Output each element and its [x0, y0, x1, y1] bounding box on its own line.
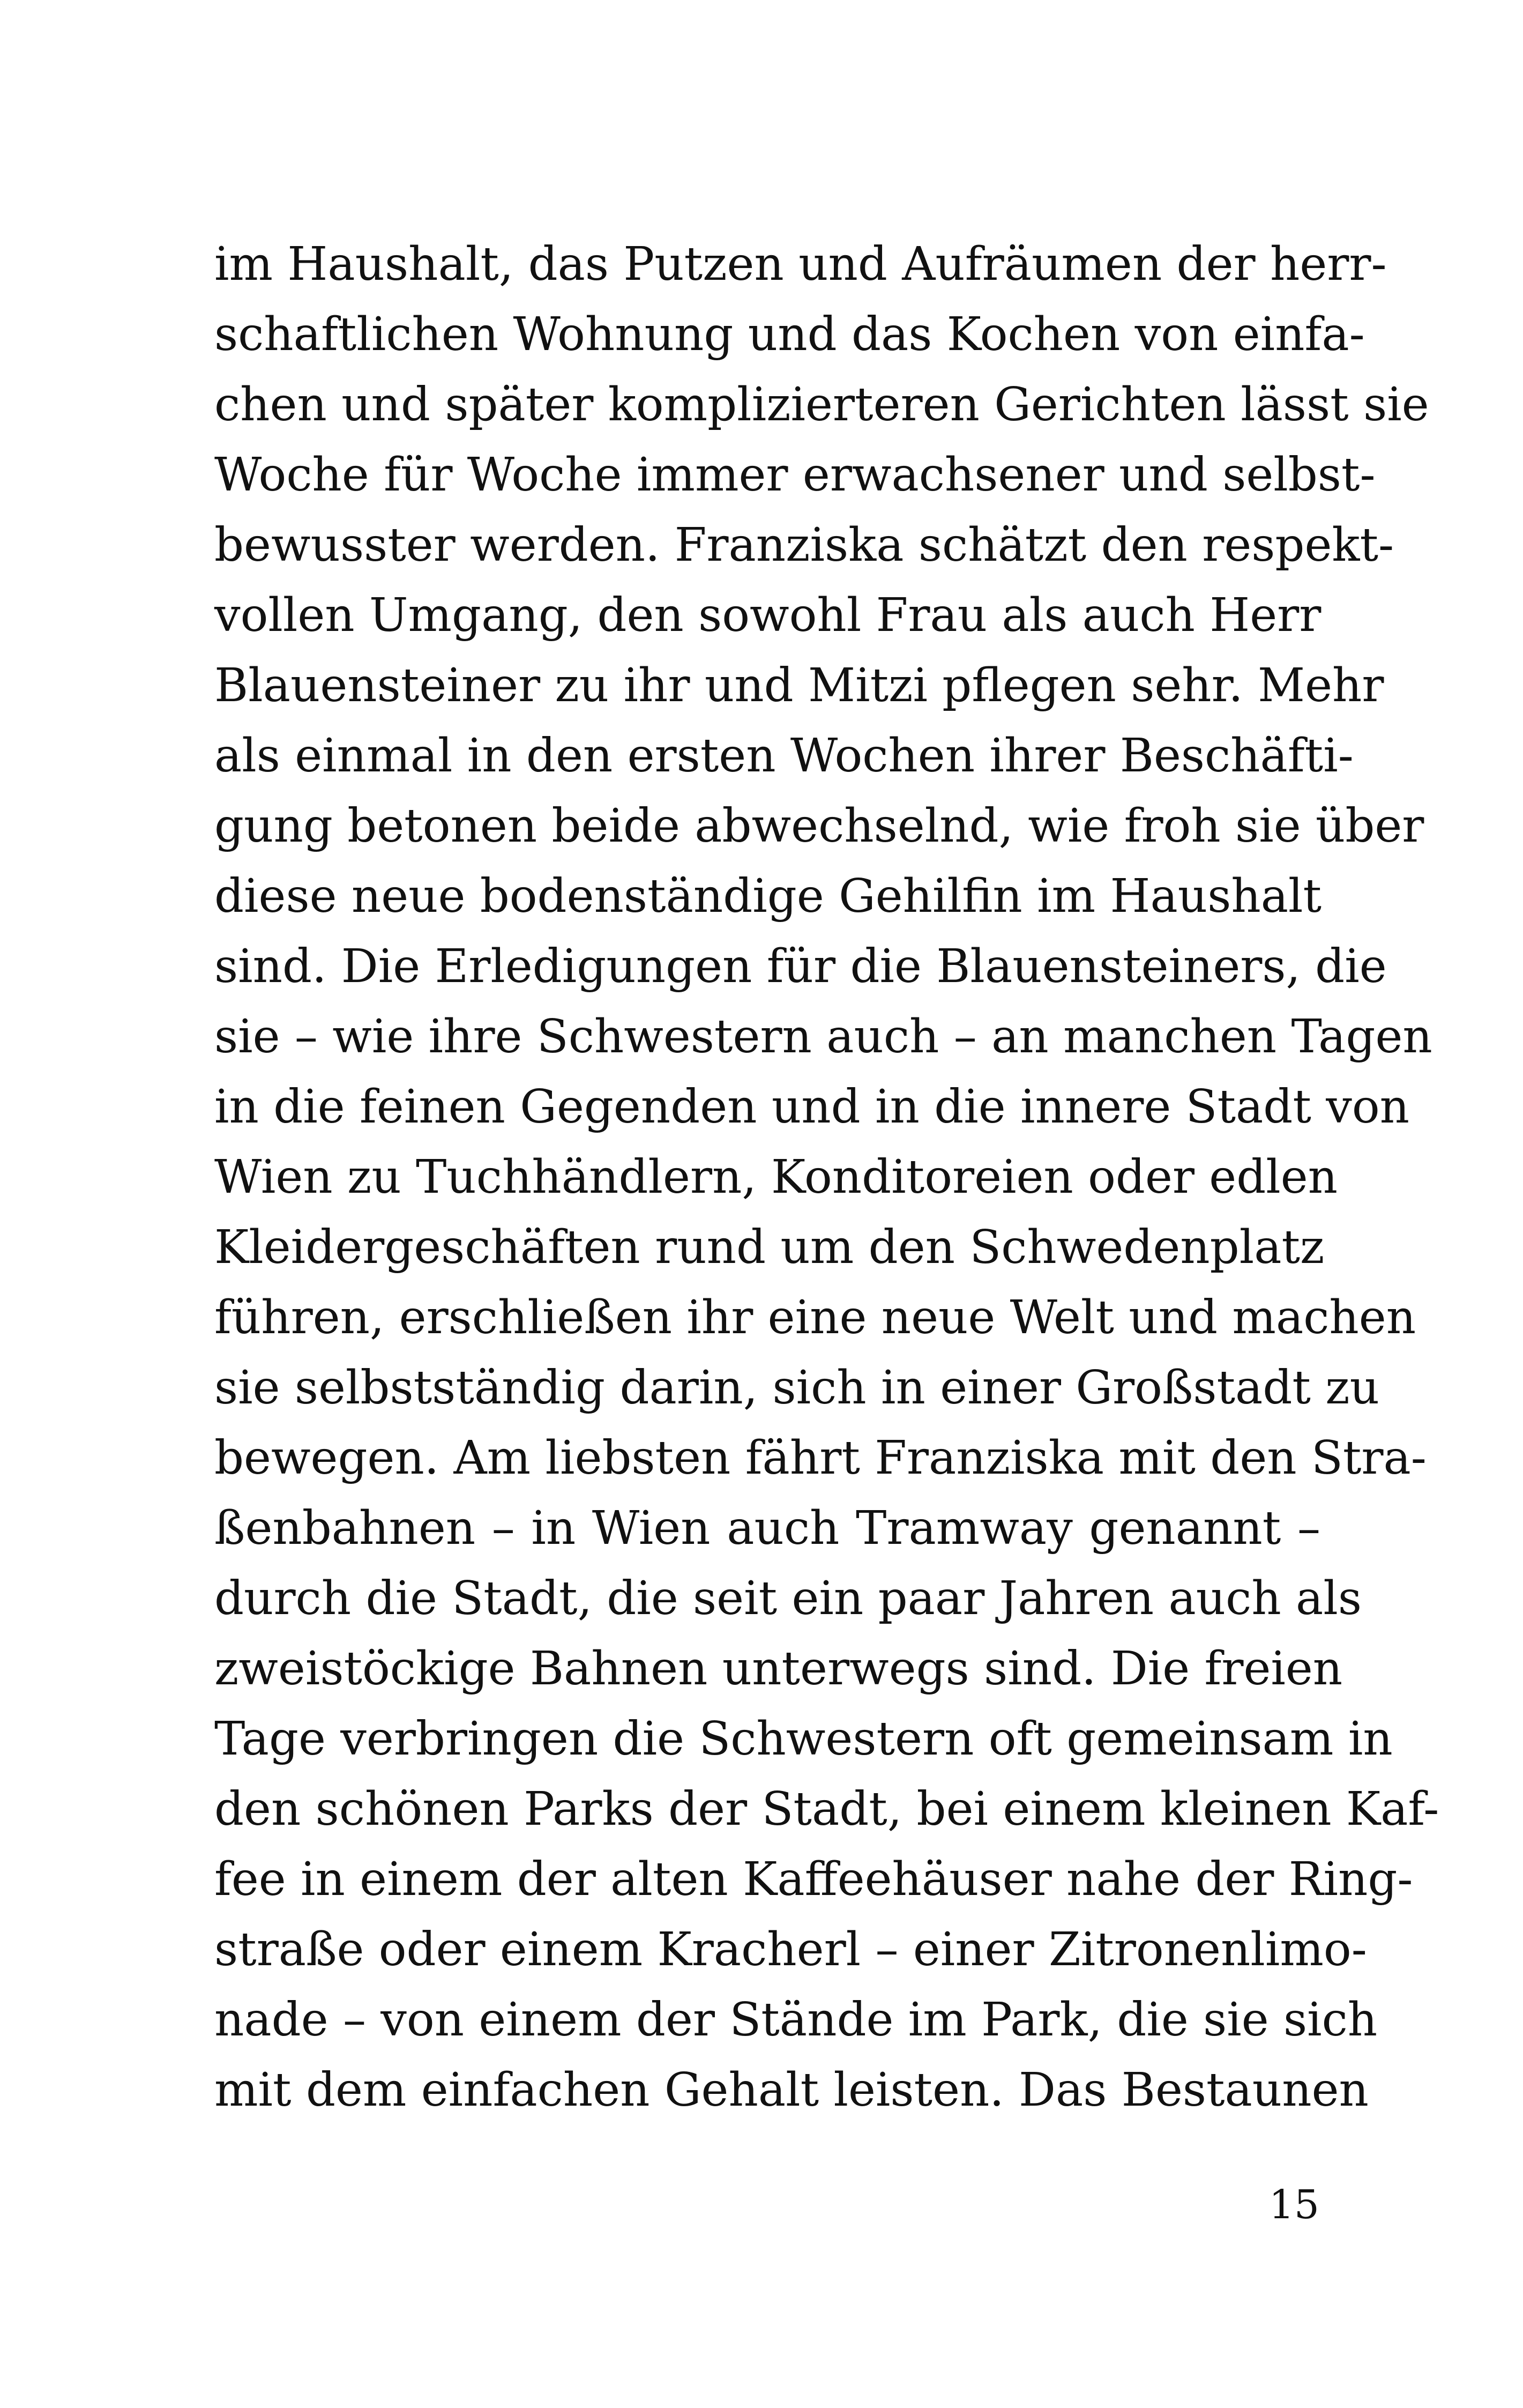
text-line: in die feinen Gegenden und in die innere Stadt von	[214, 1080, 1409, 1134]
text-line: chen und später komplizierteren Gerichten lässt sie	[214, 378, 1429, 432]
text-line: schaftlichen Wohnung und das Kochen von einfa-	[214, 308, 1365, 361]
text-line: Woche für Woche immer erwachsener und selbst-	[214, 448, 1376, 502]
text-line: Wien zu Tuchhändlern, Konditoreien oder edlen	[214, 1150, 1338, 1204]
text-line: bewusster werden. Franziska schätzt den respekt-	[214, 518, 1394, 572]
text-line: Tage verbringen die Schwestern oft gemeinsam in	[214, 1712, 1393, 1766]
text-line: Kleidergeschäften rund um den Schwedenplatz	[214, 1221, 1325, 1274]
text-line: im Haushalt, das Putzen und Aufräumen der herr-	[214, 237, 1387, 291]
text-line: gung betonen beide abwechselnd, wie froh sie über	[214, 799, 1424, 853]
text-line: diese neue bodenständige Gehilfin im Haushalt	[214, 869, 1322, 923]
page-number: 15	[1268, 2182, 1319, 2228]
text-line: mit dem einfachen Gehalt leisten. Das Bestaunen	[214, 2063, 1369, 2117]
text-line: als einmal in den ersten Wochen ihrer Beschäfti-	[214, 729, 1354, 783]
text-line: nade – von einem der Stände im Park, die sie sich	[214, 1993, 1378, 2047]
text-line: ßenbahnen – in Wien auch Tramway genannt –	[214, 1502, 1320, 1555]
text-line: den schönen Parks der Stadt, bei einem kleinen Kaf-	[214, 1782, 1439, 1836]
text-line: straße oder einem Kracherl – einer Zitronenlimo-	[214, 1923, 1367, 1976]
text-line: bewegen. Am liebsten fährt Franziska mit den Stra-	[214, 1431, 1427, 1485]
text-line: fee in einem der alten Kaffeehäuser nahe der Ring-	[214, 1853, 1413, 1906]
text-line: sind. Die Erledigungen für die Blauensteiners, die	[214, 940, 1387, 993]
text-line: vollen Umgang, den sowohl Frau als auch Herr	[214, 589, 1322, 642]
body-text	[214, 229, 1439, 2125]
text-line: sie – wie ihre Schwestern auch – an manchen Tagen	[214, 1010, 1432, 1064]
text-line: sie selbstständig darin, sich in einer Großstadt zu	[214, 1361, 1379, 1415]
text-line: durch die Stadt, die seit ein paar Jahren auch als	[214, 1572, 1362, 1625]
text-line: führen, erschließen ihr eine neue Welt und machen	[214, 1291, 1416, 1344]
text-line: Blauensteiner zu ihr und Mitzi pflegen sehr. Mehr	[214, 659, 1384, 712]
text-line: zweistöckige Bahnen unterwegs sind. Die freien	[214, 1642, 1343, 1696]
